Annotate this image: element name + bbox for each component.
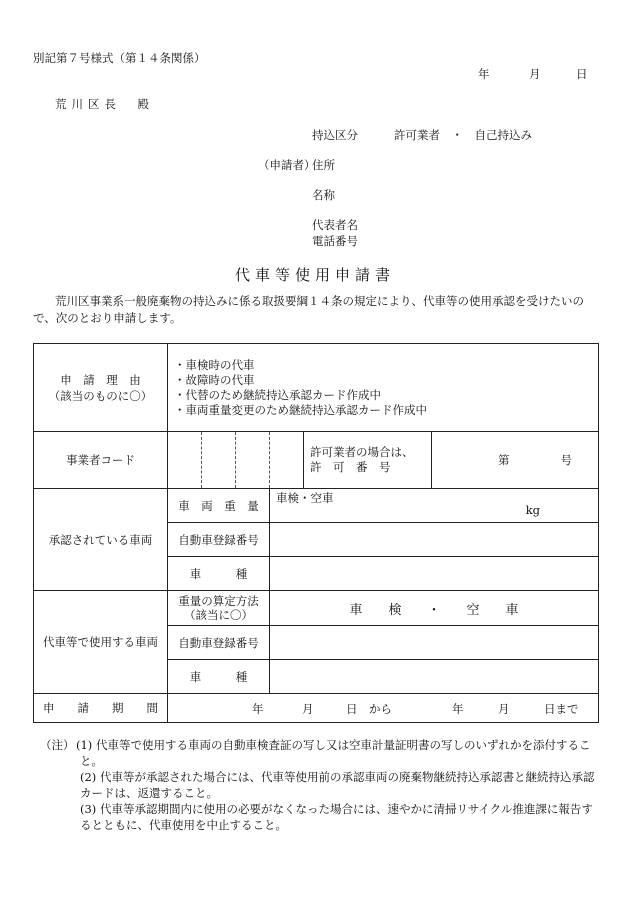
date-month-label: 月 xyxy=(529,67,541,81)
approved-weight-label: 車 両 重 量 xyxy=(168,489,270,523)
permit-label-2: 許 可 番 号 xyxy=(310,460,391,474)
body-text: 荒川区事業系一般廃棄物の持込みに係る取扱要綱１４条の規定により、代車等の使用承認を受けたいので、次のとおり申請します。 xyxy=(33,294,584,325)
weight-unit: kg xyxy=(525,503,541,517)
note-item: (2) 代車等が承認された場合には、代車等使用前の承認車両の廃棄物継続持込承認書と継続持込承認カードは、返還すること。 xyxy=(80,770,595,800)
period-until: 日まで xyxy=(544,702,579,716)
substitute-reg-field[interactable] xyxy=(270,626,599,660)
period-month-2: 月 xyxy=(498,702,510,716)
reason-label: 申 請 理 由 xyxy=(60,372,141,387)
calc-method-row xyxy=(34,591,599,626)
reason-options-cell[interactable] xyxy=(168,344,599,432)
calc-method-label-cell xyxy=(168,591,270,626)
approved-reg-field[interactable] xyxy=(270,523,599,557)
period-day-from: 日 から xyxy=(346,702,392,716)
permit-label-1: 許可業者の場合は、 xyxy=(310,445,414,459)
category-options: 許可業者 ・ 自己持込み xyxy=(394,128,532,142)
reason-option[interactable]: ・代替のため継続持込承認カード作成中 xyxy=(174,387,381,402)
reason-option[interactable]: ・車検時の代車 xyxy=(174,357,255,372)
approved-model-field[interactable] xyxy=(270,557,599,591)
addressee: 荒川区長 殿 xyxy=(55,97,154,111)
reason-sub-label: （該当のものに〇） xyxy=(48,388,153,403)
business-code-digit-3[interactable] xyxy=(236,432,270,489)
address-label: 住所 xyxy=(312,158,335,172)
approved-model-label: 車 種 xyxy=(168,557,270,591)
weight-note: 車検・空車 xyxy=(276,491,334,505)
business-code-digit-4[interactable] xyxy=(270,432,304,489)
date-day-label: 日 xyxy=(576,67,588,81)
period-year: 年 xyxy=(252,702,264,716)
permit-label-cell xyxy=(304,432,432,489)
calc-method-label: 重量の算定方法 xyxy=(178,594,259,608)
calc-method-options[interactable]: 車 検 ・ 空 車 xyxy=(270,591,599,626)
period-month: 月 xyxy=(302,702,314,716)
form-number: 別記第７号様式（第１４条関係） xyxy=(33,51,206,65)
period-year-2: 年 xyxy=(452,702,464,716)
application-table xyxy=(33,343,599,723)
date-year-label: 年 xyxy=(478,67,490,81)
substitute-vehicle-label: 代車等で使用する車両 xyxy=(34,591,168,694)
approved-reg-label: 自動車登録番号 xyxy=(168,523,270,557)
applicant-label: （申請者） xyxy=(258,158,316,172)
reason-label-cell xyxy=(34,344,168,432)
business-code-label: 事業者コード xyxy=(34,432,168,489)
substitute-reg-label: 自動車登録番号 xyxy=(168,626,270,660)
period-row xyxy=(34,694,599,723)
business-code-row xyxy=(34,432,599,489)
note-item: (3) 代車等承認期間内に使用の必要がなくなった場合には、速やかに清掃リサイクル推進課に報告するとともに、代車使用を中止すること。 xyxy=(80,802,593,832)
business-code-digit-2[interactable] xyxy=(202,432,236,489)
representative-label: 代表者名 xyxy=(312,218,358,232)
name-label: 名称 xyxy=(312,188,335,202)
approved-vehicle-label: 承認されている車両 xyxy=(34,489,168,591)
substitute-model-label: 車 種 xyxy=(168,660,270,694)
reason-option[interactable]: ・故障時の代車 xyxy=(174,372,255,387)
page-title: 代車等使用申請書 xyxy=(234,266,395,284)
substitute-model-field[interactable] xyxy=(270,660,599,694)
reason-row xyxy=(34,344,599,432)
reason-option[interactable]: ・車両重量変更のため継続持込承認カード作成中 xyxy=(174,402,427,417)
approved-weight-field[interactable] xyxy=(270,489,599,523)
business-code-digit-1[interactable] xyxy=(168,432,202,489)
category-label: 持込区分 xyxy=(312,128,358,142)
note-item: (1) 代車等で使用する車両の自動車検査証の写し又は空車計量証明書の写しのいずれかを添付すること。 xyxy=(76,738,591,768)
notes-label: （注） xyxy=(40,738,75,752)
permit-go: 号 xyxy=(560,453,573,467)
permit-dai: 第 xyxy=(498,453,510,467)
phone-label: 電話番号 xyxy=(312,234,358,248)
period-field[interactable] xyxy=(168,694,599,723)
permit-number-field[interactable] xyxy=(432,432,599,489)
period-label: 申 請 期 間 xyxy=(34,694,168,723)
calc-method-sub: （該当に〇） xyxy=(184,608,253,622)
approved-weight-row xyxy=(34,489,599,523)
